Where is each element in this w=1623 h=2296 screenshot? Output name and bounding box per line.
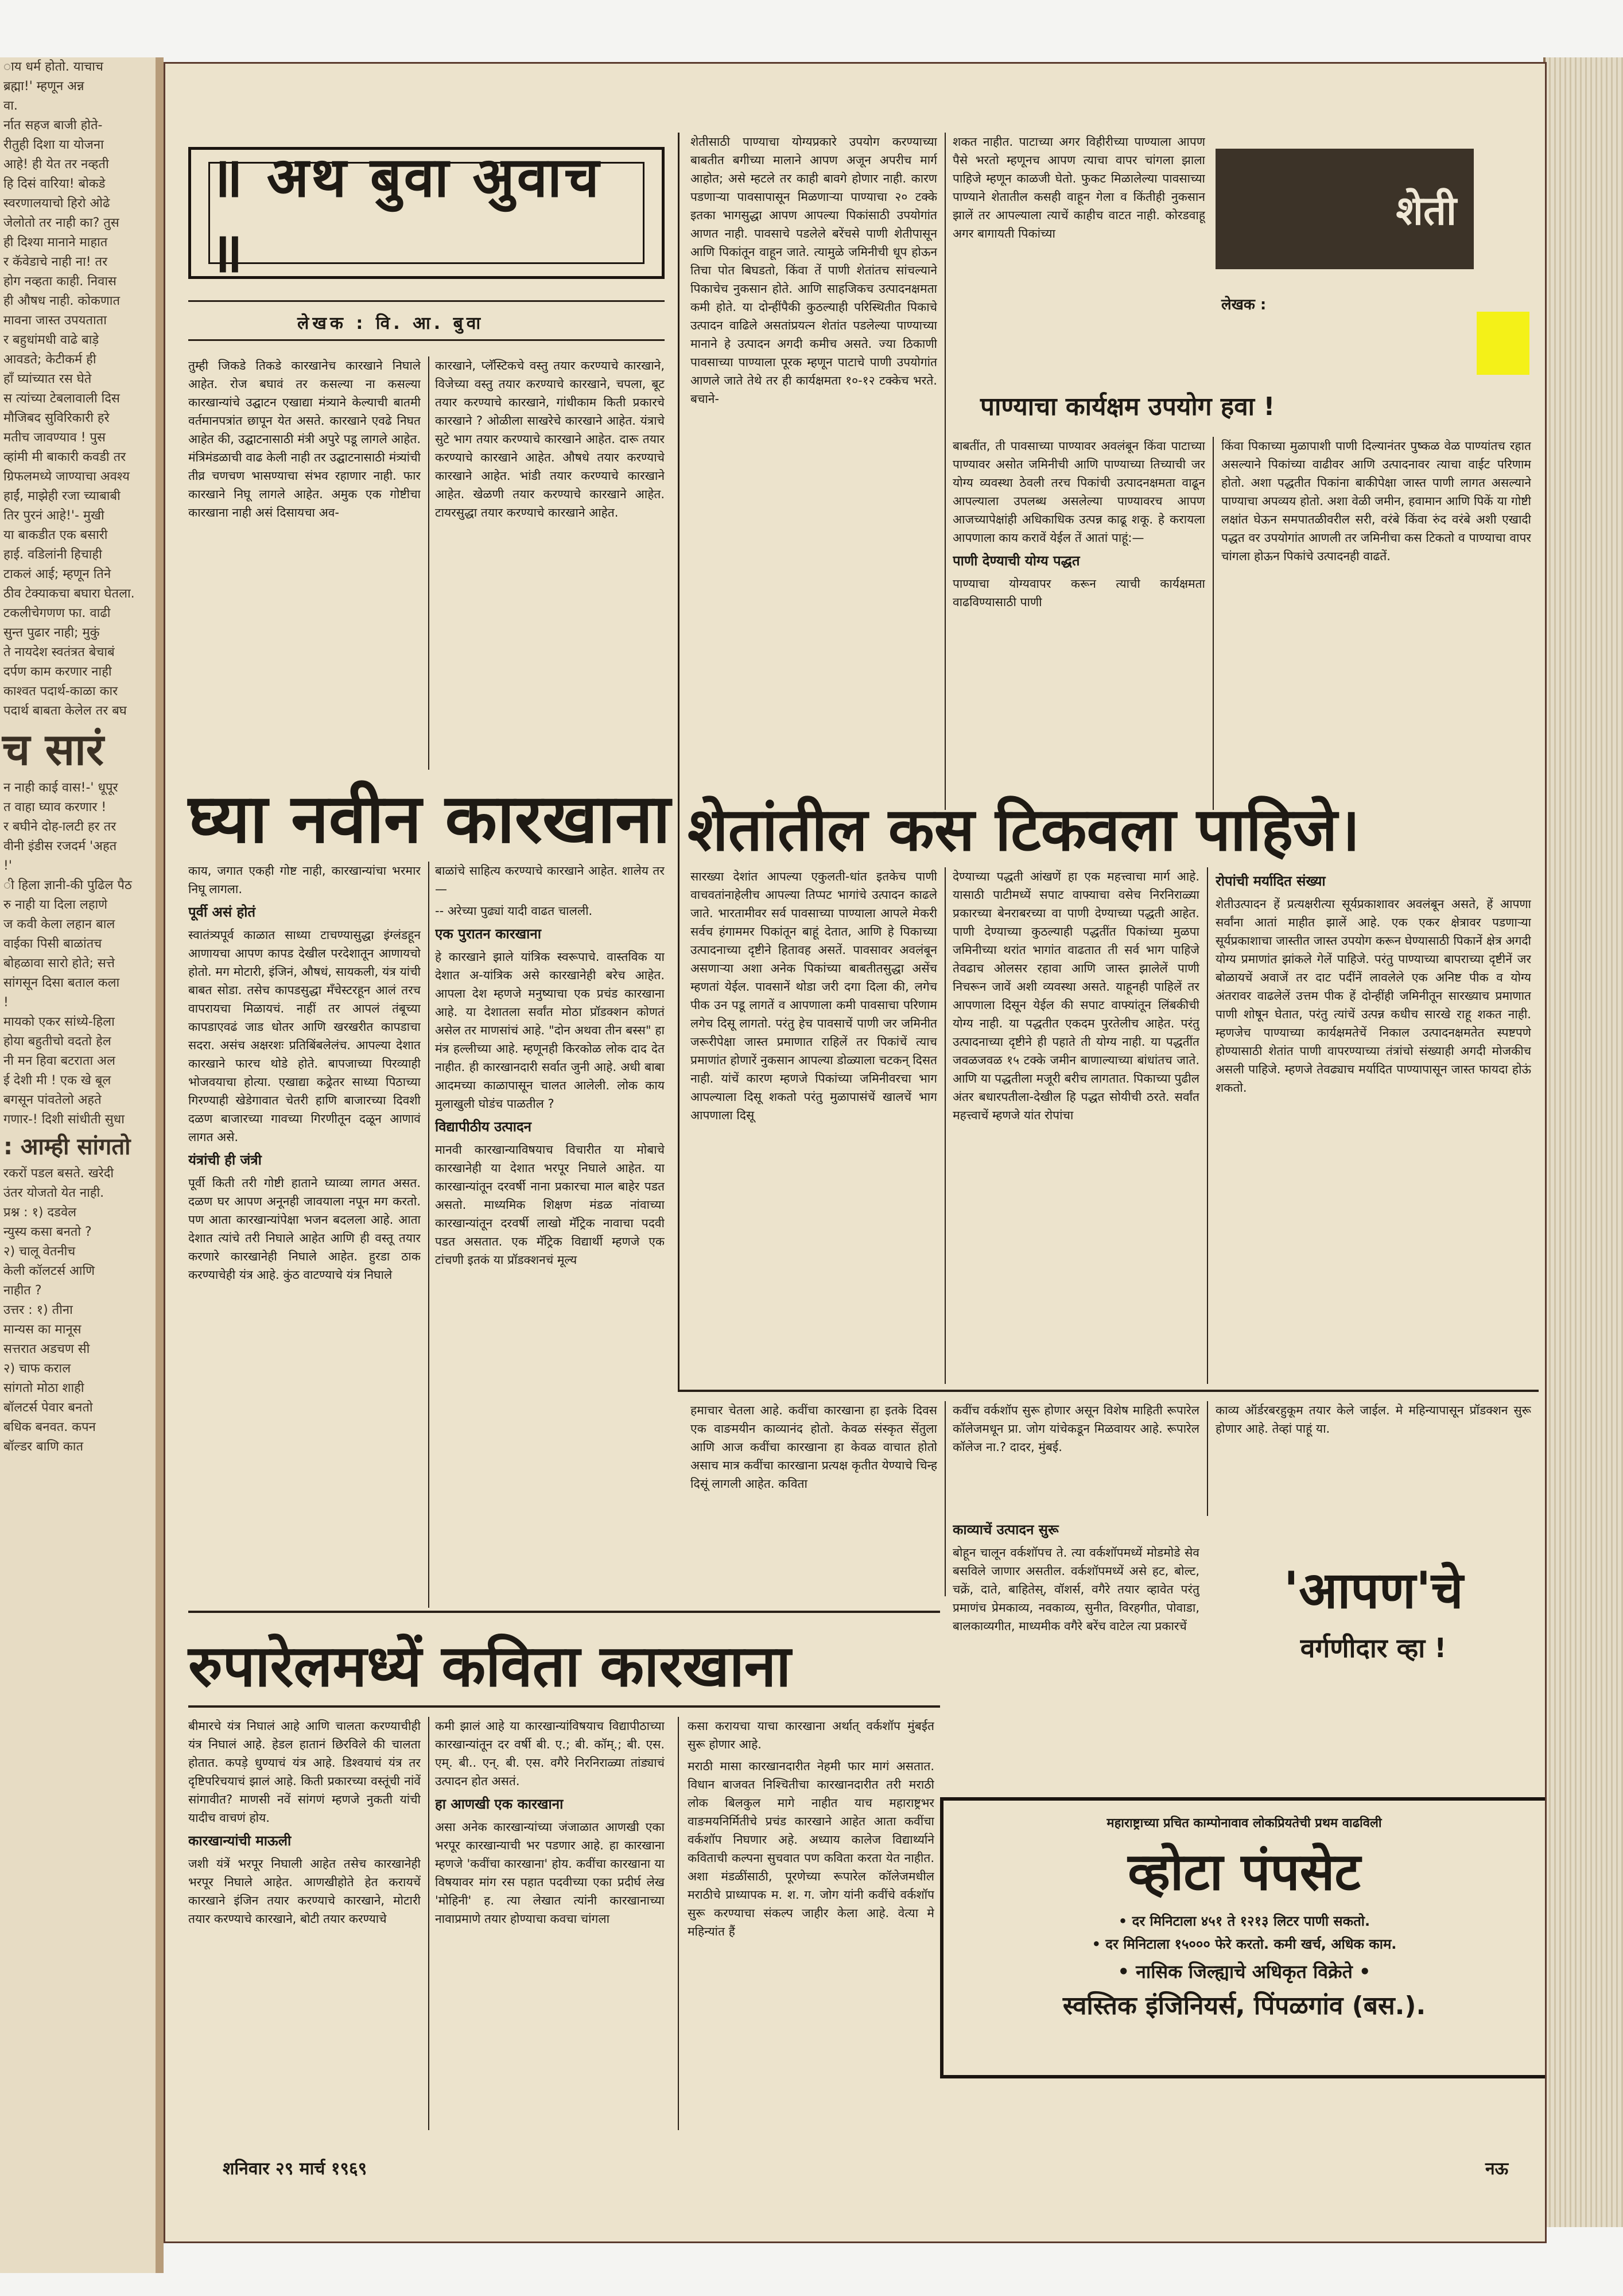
text-line: हाईं, माझेही रजा च्याबाबी	[3, 489, 121, 503]
text-line: शेतीसाठी पाण्याचा योग्यप्रकारे उपयोग करण्याच्या बाबतीत बगीच्या मालाने आपण अजून अपरीच मार्ग आहोत; असे म्हटले तर काही बावगे होणार नाही. कारण पडणाऱ्या पावसापासून मिळणाऱ्या पाण्याचा २० टक्के इतका भागसुद्धा आपण आपल्या पिकांसाठी उपयोगांत आणत नाही. पावसाचे पडलेले बरेंचसे पाणी शेतीपासून आणि पिकांतून वाहून जाते. त्यामुळे जमिनीची धूप होऊन तिचा पोत बिघडतो, किंवा तें पाणी शेतांतच सांचल्याने पिकाचेच नुकसान होते. आणि साहजिकच उत्पादनक्षमता कमी होते. या दोन्हींपैकी कुठल्याही परिस्थितीत पिकाचे उत्पादन वाढिले असतांप्रयत्न शेतांत पडलेल्या पाण्याच्या मानाने हे उत्पादन अगदी कमीच असते. ज्या ठिकाणी पावसाच्या पाण्याला पूरक म्हणून पाटाचे पाणी उपयोगांत आणले जाते तेथे तर ही कार्यक्षमता १०-१२ टक्केच भरते. बचाने-	[690, 135, 937, 406]
byline-rule-top	[188, 300, 665, 302]
subhead-aankhi-ek: हा आणखी एक कारखाना	[435, 1796, 564, 1812]
subhead-pani-denyachi: पाणी देण्याची योग्य पद्धत	[953, 553, 1080, 569]
col-divider	[1207, 1401, 1208, 1516]
text-line: ज कवी केला लहान बाल	[3, 917, 115, 932]
text-line: तुम्ही जिकडे तिकडे कारखानेच कारखाने निघाले आहेत. रोज बघावं तर कसल्या ना कसल्या कारखान्यांचे उद्घाटन एखाद्या मंत्र्याने केल्याची बातमी वर्तमानपत्रांत छापून येत असते. कारखाने एवढे निघत आहेत की, उद्घाटनासाठी मंत्री अपुरे पडू लागले आहेत. मंत्रिमंडळाची वाढ केली नाही तर उद्घाटनासाठी मंत्र्यांची तीव्र चणचण भासण्याचा संभव रहाणार नाही. फार कारखाने निघू लागले आहेत. अमुक एक गोष्टीचा कारखाना नाही असं दिसायचा अव-	[188, 359, 421, 519]
text-line: काव्य ऑर्डरबरहुकूम तयार केले जाईल. मे महिन्यापासून प्रॉडक्शन सुरू होणार आहे. तेव्हां पाहूं या.	[1216, 1403, 1531, 1436]
text-line: बधिक बनवत. कपन	[3, 1420, 96, 1434]
text-line: सुन्त पुढार नाही; मुकुं	[3, 626, 100, 640]
text-line: मौजिबद सुविरिकारी हरे	[3, 411, 110, 425]
byline: लेखक : वि. आ. बुवा	[297, 313, 484, 333]
text-line: कमी झालं आहे या कारखान्यांविषयाच विद्यापीठाच्या कारखान्यांतून दर वर्षी बी. ए.; बी. कॉम्.; बी. एस. एम्. बी.. एन्. बी. एस. वगैरे निरनिराळ्या तांड्याचं उत्पादन होत असतं.	[435, 1719, 665, 1788]
subhead-puratan: एक पुरातन कारखाना	[435, 926, 541, 942]
text-line: ग्रिफलमध्ये जाण्याचा अवश्य	[3, 470, 130, 484]
subscribe-promo[interactable]	[1216, 1556, 1531, 1717]
article2-col3-text-b	[953, 575, 1205, 611]
subhead-purvi: पूर्वी असं होतं	[188, 904, 256, 920]
article1-headline: घ्या नवीन कारखाना	[188, 779, 671, 858]
text-line: केली कॉलटर्स आणि	[3, 1264, 95, 1278]
article3-col1	[690, 867, 937, 1384]
text-line: तिर पुरनं आहे!'- मुखी	[3, 509, 104, 523]
text-line: ाय धर्म होतो. याचाच	[3, 60, 103, 74]
article2-col2	[953, 133, 1205, 379]
article1-para-puratan	[435, 948, 665, 1113]
left-page-lines-mid	[0, 778, 156, 1130]
text-line: काश्वत पदार्थ-काळा कार	[3, 684, 118, 699]
text-line: मान्यस का मानूस	[3, 1322, 81, 1337]
text-line: गणार-! दिशी सांधीती सुधा	[3, 1112, 125, 1127]
text-line: पाण्याचा योग्यवापर करून त्याची कार्यक्षमता वाढविण्यासाठी पाणी	[953, 577, 1205, 609]
text-line: २) चालू वेतनीच	[3, 1244, 76, 1259]
text-line: नी मन हिवा बटराता अल	[3, 1054, 115, 1068]
text-line: बाबतींत, ती पावसाच्या पाण्यावर अवलंबून किंवा पाटाच्या पाण्यावर असोत जमिनीची आणि पाण्याच्या तिच्याची जर योग्य व्यवस्था ठेवली तरच पिकांची उत्पादनक्षमता वाढून आपल्याला उपलब्ध असलेल्या पाण्यावरच आपण आजच्यापेक्षांही अधिकाधिक उत्पन्न काढू शकू. हे करायला आपणाला काय करावें येईल तें आतां पाहूं:—	[953, 439, 1205, 545]
subhead-mauli: कारखान्यांची माऊली	[188, 1833, 292, 1849]
text-line: होग नव्हता काही. निवास	[3, 274, 117, 289]
promo-title: 'आपण'चे	[1283, 1561, 1463, 1620]
section-divider-horizontal	[678, 1390, 1539, 1392]
article1-col2-intro	[435, 862, 665, 920]
newspaper-page	[164, 62, 1547, 2243]
text-line: देण्याच्या पद्धती आंखणें हा एक महत्त्वाचा मार्ग आहे. यासाठी पाटीमध्यें सपाट वाफ्याचा वसेच निरनिराळ्या प्रकारच्या बेनराबरच्या वा पाणी देण्याच्या पद्धती आहेत. पाणी देण्याच्या कुठल्याही पद्धतींत पिकांच्या मुळपा जमिनीच्या थरांत भागांत वाढतात ती सर्व भाग पाहिजे तेवढाच ओलसर रहावा आणि जास्त झालेलें पाणी निचरून जावें अशी व्यवस्था असते. याहूनही पाहिलें तर आपणाला दिसून येईल की सपाट वाफ्यांतून लिंबकीची योग्य नाही. या पद्धतीत एकदम पुरतेलीच आहेत. परंतु उत्पादनाच्या दृष्टीने ही पहाते ती योग्य नाही. या पद्धतींत जवळजवळ १५ टक्के जमीन बाणाल्याच्या बांधांतच जाते. आणि या पद्धतीला मजूरी बरीच लागतात. पिकाच्या पुढील अंतर बधारपतीला-देखील हि पद्धत सोयीची ठरते. सर्वांत महत्त्वाचें म्हणजे यांत रोपांचा	[953, 870, 1199, 1122]
text-line: न्युस्य कसा बनतो ?	[3, 1225, 92, 1239]
text-line: र्नात सहज बाजी होते-	[3, 118, 103, 133]
article1-intro	[188, 862, 421, 898]
article4-rule-top	[188, 1611, 940, 1613]
text-line: र कॅवेडाचे नाही ना! तर	[3, 255, 108, 269]
text-line: कवींच वर्कशॉप सुरू होणार असून विशेष माहिती रूपारेल कॉलेजमधून प्रा. जोग यांचेकडून मिळवायर आहे. रूपारेल कॉलेज ना.? दादर, मुंबई.	[953, 1403, 1199, 1454]
text-line: ठीव टेक्याकचा बघारा घेतला.	[3, 587, 135, 601]
article4-headline: रुपारेलमध्यें कविता कारखाना	[188, 1632, 791, 1700]
text-line: २) चाफ कराल	[3, 1362, 71, 1376]
text-line: बॉलटर्स पेवार बनतो	[3, 1401, 93, 1415]
text-line: आहे! ही येत तर नव्हती	[3, 157, 109, 172]
article1-para-yantranchi	[188, 1174, 421, 1284]
article4-col1b-text	[188, 1855, 421, 1928]
pumpset-advertisement[interactable]	[940, 1797, 1547, 2078]
col-divider	[428, 1717, 429, 2130]
text-line: या बाकडीत एक बसारी	[3, 528, 108, 542]
text-line: रीतुही दिशा या योजना	[3, 138, 104, 152]
article2-col1	[690, 133, 937, 810]
text-line: ब्रह्मा!' म्हणून अन्न	[3, 79, 84, 94]
text-line: नाहीत ?	[3, 1283, 42, 1298]
col-divider	[428, 862, 429, 1608]
column-title-box	[188, 145, 665, 285]
footer-page-number: नऊ	[1485, 2159, 1509, 2179]
text-line: दर्पण काम करणार नाही	[3, 665, 112, 679]
text-line: सारख्या देशांत आपल्या एकुलती-धांत इतकेच पाणी वाचवतांनाहेलीच आपल्या तिप्पट भागांचे उत्पादन काढले जाते. भारतामीवर सर्व पावसाच्या पाण्याला आपले मेकरी सर्वच हंगाममर पिकांतून बाहूं देतात, आणि हे पिकाच्या उत्पादनाच्या दृष्टीने हितावह असतें. पावसावर अवलंबून असणाऱ्या अशा अनेक पिकांच्या बाबतीतसुद्धा असेंच म्हणतां येईल. पावसानें थोडा जरी दगा दिला की, लगेच पीक उन पडू लागतें व आपणाला कमी पावसाचा परिणाम लगेच दिसू लागतो. परंतु हेच पावसाचें पाणी जर जमिनीत जरूरीपेक्षा जास्त प्रमाणात राहिलें तर पिकांचें त्याच प्रमाणांत होणारें नुकसान आपल्या डोळ्याला चटकन् दिसत नाही. यांचें कारण म्हणजे पिकांच्या जमिनीवरचा भाग आपल्याला दिसू शकतो परंतु मुळापासंचें खालचें भाग आपणाला दिसू	[690, 870, 937, 1122]
text-line: हाई. वडिलांनी हिचाही	[3, 548, 102, 562]
text-line: ी हिला ज्ञानी-की पुढिल पैठ	[3, 878, 132, 893]
ad-title: व्होटा पंपसेट	[1128, 1842, 1361, 1902]
text-line: मतीच जावण्याव ! पुस	[3, 430, 106, 445]
ad-bullet-2: • दर मिनिटाला १५००० फेरे करतो. कमी खर्च, अधिक काम.	[1092, 1936, 1397, 1952]
text-line: मायको एकर सांध्ये-हिला	[3, 1015, 115, 1029]
text-line: शेतीउत्पादन हें प्रत्यक्षरीत्या सूर्यप्रकाशावर अवलंबून असते, हें आपणा सर्वांना आतां माहीत झालें आहे. एक एकर क्षेत्रावर पडणाऱ्या सूर्यप्रकाशाचा जास्तीत जास्त उपयोग करून घेण्यासाठी पिकानें क्षेत्र अगदी योग्य प्रमाणांत झांकले गेलें पाहिजे. परंतु पाण्याच्या बापराच्या दृष्टीनें जर बोळायचें अवाजें तर दाट पदींनें लावलेले एक अनिष्ट पीक व योग्य अंतरावर वाढलेलें उत्तम पीक हें दोन्हींही जमिनीतून सारख्याच प्रमाणात पाणी शोषून घेतात, परंतु त्यांचें उत्पन्न कधीच सारखे राहू शकत नाही. म्हणजेच पाण्याच्या कार्यक्षमतेचें निकाल उत्पादनक्षमतेत स्पष्टपणे होण्यासाठी शेतांत पाणी वापरण्याच्या तंत्रांचो संख्याही अगदी मोजकीच असली पाहिजे. म्हणजे तेवढ्याच मर्यादित पाण्यापासून जास्त फायदा होऊं शकतो.	[1216, 897, 1531, 1095]
text-line: टाकलं आई; म्हणून तिने	[3, 567, 111, 581]
text-line: जेलोतो तर नाही का? तुस	[3, 216, 119, 230]
text-line: पूर्वी किती तरी गोष्टी हाताने घ्याव्या लागत असत. दळण घर आपण अनूनही जावयाला नपून मग करतो. पण आता कारखान्यांपेक्षा भजन बदलला आहे. आता देशात त्यांचे तरी निघाले आहेत आणि ही वस्तू तयार करणारे कारखानेही निघाले आहेत. हुरडा ठाक करण्याचेही यंत्र आहे. कुंठ वाटण्याचे यंत्र निघाले	[188, 1176, 421, 1282]
continuation-col2b-text	[953, 1543, 1199, 1635]
ad-tagline: महाराष्ट्राच्या प्रचित काम्पोनावाव लोकप्रियतेची प्रथम वाढविली	[1106, 1816, 1382, 1830]
text-line: उंतर योजतो येत नाही.	[3, 1186, 104, 1200]
text-line: हाँ घ्यांच्यात रस घेते	[3, 372, 92, 386]
article4-col3	[688, 1717, 934, 2130]
col-divider	[1207, 867, 1208, 1384]
article4-col2-text	[435, 1717, 665, 1790]
left-page-big-text: च सारं	[2, 724, 104, 775]
ad-dealer-name: स्वस्तिक इंजिनियर्स, पिंपळगांव (बस.).	[1062, 1991, 1426, 2020]
col-divider	[428, 356, 429, 770]
article3-col3-text	[1216, 895, 1531, 1097]
article4-col1-text	[188, 1717, 421, 1827]
left-page-lines-top	[0, 57, 156, 721]
continuation-col2	[953, 1401, 1199, 1510]
ad-bullet-1: • दर मिनिटाला ४५१ ते १२१३ लिटर पाणी सकतो.	[1118, 1913, 1370, 1929]
continuation-col2b	[953, 1516, 1199, 1786]
left-page-edge	[0, 57, 164, 2273]
col-divider	[1213, 437, 1214, 810]
text-line: स्वातंत्र्यपूर्व काळात साध्या टाचण्यासुद्धा इंग्लंडहून आणायचा आपण कापड देखील परदेशातून आणायचो होतो. मग मोटारी, इंजिनं, औषधं, सायकली, यंत्र यांची बाबत सोडा. तसेच कापडसुद्धा मॅंचेस्टरहून आलं तरच वापरायचा मिळायचं. नाहीं तर आपलं तंबूच्या कापडाएवढं जाड धोतर आणि खरखरीत कापडाचा सदरा. असंच अक्षरशः प्रतिबिंबलेलंच. आपल्या देशात कारखाने फारच थोडे होते. बापजाच्या पिरव्याही भोजवयाचा होत्या. एखाद्या कढ्रेतर साध्या पिठाच्या गिरण्याही खेडेगावात चेतरी हाणि बाजारच्या दिवशी दळण बाजारच्या गावच्या गिरणीतून दळून आणावं लागत असे.	[188, 928, 421, 1144]
text-line: पदार्थ बाबता केलेल तर बघ	[3, 704, 127, 718]
text-line: !'	[3, 859, 12, 873]
article1-col1-continued	[188, 862, 421, 1608]
text-line: हि दिसं वारिया! बोकडे	[3, 177, 106, 191]
text-line: जशी यंत्रें भरपूर निघाली आहेत तसेच कारखानेही भरपूर निघाले आहेत. आणखीहोते हेत करायचें कारखाने इंजिन तयार करण्याचे कारखाने, मोटारी तयार करण्याचे कारखाने, बोटी तयार करण्याचे	[188, 1857, 421, 1926]
continuation-col1	[690, 1401, 937, 1596]
text-line: सांगसून दिसा बताल कला	[3, 976, 120, 990]
text-line: बगसून पांवतेलो अहते	[3, 1093, 102, 1107]
article4-rule-bottom	[188, 1705, 940, 1708]
article4-col1	[188, 1717, 421, 2130]
promo-subtitle: वर्गणीदार व्हा !	[1300, 1632, 1447, 1663]
text-line: बीमारचे यंत्र निघालं आहे आणि चालता करण्याचीही यंत्र निघालं आहे. हेडल हातानं छिरविले की चालता होतात. कपड़े धुण्याचं यंत्र आहे. डिश्वयाचं यंत्र तर दृष्टिपरिचयाचं झालं आहे. किती प्रकारच्या वस्तूंची नांवें सांगावीत? माणसी नवें सांगणं म्हणजे नुकती यांची यादीच वाचणं होय.	[188, 1719, 421, 1825]
text-line: असा अनेक कारखान्यांच्या जंजाळात आणखी एका भरपूर कारखान्याची भर पडणार आहे. हा कारखाना म्हणजे 'कवींचा कारखाना' होय. कवींचा कारखाना या विषयावर मांग रस पहात पदवीच्या एका प्रदीर्घ लेख 'मोहिनी' ह. त्या लेखात त्यांनी कारखानाच्या नावाप्रमाणे तयार होण्याचा कवचा चांगला	[435, 1820, 665, 1926]
col-divider	[945, 1401, 946, 1596]
article2-col4	[1221, 437, 1531, 810]
article1-para-vidyapithiya	[435, 1141, 665, 1269]
text-line: उत्तर : १) तीना	[3, 1303, 73, 1317]
book-binding-edge	[1543, 57, 1623, 2227]
text-line: प्रश्न : १) दडवेल	[3, 1205, 77, 1220]
article3-col3	[1216, 867, 1531, 1384]
left-page-mid-text: : आम्ही सांगतो	[3, 1134, 131, 1160]
text-line: मराठी मासा कारखानदारीत नेहमी फार मागं असतात. विधान बाजवत निश्चितीचा कारखानदारीत तरी मराठी लोक बिलकुल मागे नाहीत याच महाराष्ट्रभर वाङमयनिर्मितीचे प्रचंड कारखाने आहेत आता कवींचा वर्कशॉप निघणार अहे. अध्याय कालेज विद्यार्थ्याने कविताची कल्पना सुचवात पण कविता करता येत नाहीत. अशा मंडळींसाठी, पूरणेच्या रूपारेल कॉलेजमधील मराठीचे प्राध्यापक म. श. ग. जोग यांनी कवींचे वर्कशॉप सुरू करण्याचा संकल्प जाहीर केला आहे. वेत्या मे महिन्यांत हैं	[688, 1759, 934, 1938]
text-line: रकरों पडल बसते. खरेदी	[3, 1166, 114, 1181]
badge-text: शेती	[1396, 187, 1457, 234]
text-line: हमाचार चेतला आहे. कवींचा कारखाना हा इतके दिवस एक वाङमयीन काव्यानंद होतो. केवळ संस्कृत सेंतुला आणि आज कवींचा कारखाना हा केवळ वाचात होतो असाच मात्र कवींचा कारखाना प्रत्यक्ष कृतीत येण्याचे चिन्ह दिसूं लागली आहेत. कविता	[690, 1403, 937, 1491]
article1-col1	[188, 356, 421, 770]
text-line: होया बहुतीचो वदतो हेल	[3, 1034, 111, 1049]
article2-col3	[953, 437, 1205, 810]
article1-col2-continued	[435, 862, 665, 1608]
text-line: बोहळावा सारो होते; सत्ते	[3, 956, 115, 971]
subhead-ropanchi: रोपांची मर्यादित संख्या	[1216, 873, 1326, 889]
text-line: वीनी इंडीस रजदर्म 'अहत	[3, 839, 117, 854]
text-line: टकलीचेगणण फा. वाढी	[3, 606, 111, 620]
col-divider	[678, 1717, 679, 2130]
text-line: न नाही काई वास!-' धूपूर	[3, 781, 118, 795]
text-line: त वाहा घ्याव करणार !	[3, 800, 107, 815]
text-line: काय, जगात एकही गोष्ट नाही, कारखान्यांचा भरमार निघू लागला.	[188, 864, 421, 896]
text-line: र बहुधांमधी वाढे बाड़े	[3, 333, 99, 347]
text-line: स्वरणालयाचो हिरो ओढे	[3, 196, 110, 211]
col-divider	[945, 133, 946, 810]
yellow-sticky-note	[1477, 312, 1529, 375]
text-line: कारखाने, प्लॅस्टिकचे वस्तु तयार करण्याचे कारखाने, विजेच्या वस्तु तयार करण्याचे कारखाने, चपला, बूट तयार करण्याचे कारखाने, गांधीकाम किती प्रकारचे कारखाने ? ओळीला साखरेचे कारखाने आहेत. यंत्राचे सुटे भाग तयार करण्याचे कारखाने आहेत. दारू तयार करण्याचे कारखाने आहेत. औषधे तयार करण्याचे कारखाने आहेत. भांडी तयार करण्याचे कारखाने आहेत. खेळणी तयार करण्याचे कारखाने आहेत. टायरसुद्धा तयार करण्याचे कारखाने आहेत.	[435, 359, 665, 519]
left-page-lines-bottom	[0, 1164, 156, 1457]
text-line: हे कारखाने झाले यांत्रिक स्वरूपाचे. वास्तविक या देशात अ-यांत्रिक असे कारखानेही बरेच आहेत. आपला देश म्हणजे मनुष्याचा एक प्रचंड कारखाना आहे. या देशातला सर्वांत मोठा प्रॉडक्शन कोणतं असेल तर माणसांचं आहे. "दोन अथवा तीन बस्स" हा मंत्र हल्लीच्या आहे. म्हणूनही किरकोळ लोक दाद देत नाहीत. ही कारखानदारी सर्वात जुनी आहे. अधी बाबा आदमच्या काळापासून चालत आलेली. लोक काय मुलाखुली घोडंच पाळतील ?	[435, 950, 665, 1111]
text-line: रु नाही या दिला लहाणे	[3, 898, 108, 912]
text-line: वाईका पिसी बाळांतच	[3, 937, 102, 951]
article3-headline: शेतांतील कस टिकवला पाहिजे।	[688, 794, 1360, 864]
byline-rule-bottom	[188, 339, 665, 341]
article2-headline: पाण्याचा कार्यक्षम उपयोग हवा !	[980, 392, 1275, 421]
text-line: ही औषध नाही. कोकणात	[3, 294, 121, 308]
text-line: बोहून चालून वर्कशॉपच ते. त्या वर्कशॉपमध्यें मोडमोडे सेव बसविले जाणार असतील. वर्कशॉपमध्यें असे हट, बोल्ट, चक्रें, दाते, बाहितेस्, वॉशर्स, वगैरे तयार व्हावेत परंतु प्रमाणंच प्रेमकाव्य, नवकाव्य, सुनीत, विरहगीत, पोवाडा, बालकाव्यगीत, माध्यमीक वगैरे बरेंच वाटेल त्या प्रकारचें	[953, 1546, 1199, 1633]
text-line: ही दिश्या मानाने माहात	[3, 235, 108, 250]
text-line: मावना जास्त उपयताता	[3, 313, 107, 328]
column-title: ॥ अथ बुवा अुवाच ॥	[208, 162, 644, 264]
article1-para-purvi	[188, 926, 421, 1146]
article4-col2	[435, 1717, 665, 2130]
ad-dealer-label: • नासिक जिल्ह्याचे अधिकृत विक्रेते •	[1117, 1961, 1371, 1983]
text-line: र बघीने दोह-ालटी हर तर	[3, 820, 117, 834]
text-line: सांगतो मोठा शाही	[3, 1381, 84, 1395]
text-line: वा.	[3, 99, 18, 113]
farming-section-badge	[1216, 149, 1474, 269]
article2-col3-text	[953, 437, 1205, 547]
article1-col2	[435, 356, 665, 770]
subhead-kavyache: काव्याचें उत्पादन सुरू	[953, 1522, 1059, 1538]
footer-date: शनिवार २९ मार्च १९६९	[223, 2159, 367, 2179]
article2-author-label: लेखक :	[1221, 296, 1267, 313]
subhead-vidyapithiya: विद्यापीठीय उत्पादन	[435, 1119, 532, 1135]
text-line: शकत नाहीत. पाटाच्या अगर विहीरीच्या पाण्याला आपण पैसे भरतो म्हणूनच आपण त्याचा वापर चांगला झाला पाहिजे म्हणून काळजी घेतो. फुकट मिळालेल्या पावसाच्या पाण्याने शेतातील कसही वाहून गेला व किंतीही नुकसान झालें तर आपल्याला त्याचें काहीच वाटत नाही. कोरडवाहू अगर बागायती पिकांच्या	[953, 135, 1205, 241]
text-line: -- अरेच्या पुढ्यां यादी वाढत चालली.	[435, 904, 593, 918]
text-line: आवडते; केटीकर्म ही	[3, 352, 96, 367]
text-line: मानवी कारखान्याविषयाच विचारीत या मोबाचे कारखानेही या देशात भरपूर निघाले आहेत. या कारखान्यांतून दरवर्षी नाना प्रकारचा माल बाहेर पडत असतो. माध्यमिक शिक्षण मंडळ नांवाच्या कारखान्यांतून दरवर्षी लाखो मॅट्रिक नावाचा पदवी पडत असतात. एक मॅट्रिक विद्यार्थी म्हणजे एक टांचणी इतकं या प्रॉडक्शनचं मूल्य	[435, 1143, 665, 1267]
text-line: व्हांमी मी बाकारी कवडी तर	[3, 450, 126, 464]
text-line: स त्यांच्या टेबलावाली दिस	[3, 391, 120, 406]
section-divider-vertical	[678, 133, 680, 1390]
text-line: ते नायदेश स्वतंत्रत बेचाबं	[3, 645, 115, 660]
text-line: कसा करायचा याचा कारखाना अर्थात् वर्कशॉप मुंबईत सुरू होणार आहे.	[688, 1719, 934, 1751]
text-line: !	[3, 995, 9, 1010]
text-line: किंवा पिकाच्या मुळापाशी पाणी दिल्यानंतर पुष्कळ वेळ पाण्यांतच रहात असल्याने पिकांच्या वाढीवर आणि उत्पादनावर त्याचा वाईट परिणाम होतो. अशा पद्धतीत पिकांना बाकीपेक्षा जास्त पाणी लागत असल्याने पाण्याचा अपव्यय होतो. अशा वेळी जमीन, हवामान आणि पिकें या गोष्टी लक्षांत घेऊन समपातळीवरील सरी, वरंबे किंवा रुंद वरंबे अशी एखादी पद्धत वर उपयोगांत आणली तर जमिनीचा कस टिकतो व पाण्याचा वापर चांगला होऊन पिकांचे उत्पादनही वाढतें.	[1221, 439, 1531, 563]
col-divider	[945, 867, 946, 1384]
subhead-yantranchi: यंत्रांची ही जंत्री	[188, 1152, 262, 1168]
article4-col2b-text	[435, 1818, 665, 1928]
continuation-col3	[1216, 1401, 1531, 1516]
text-line: सत्तरात अडचण सी	[3, 1342, 90, 1356]
article3-col2	[953, 867, 1199, 1384]
text-line: बाळांचे साहित्य करण्याचे कारखाने आहेत. शालेय तर—	[435, 864, 665, 896]
text-line: ई देशी मी ! एक खे बूल	[3, 1073, 111, 1088]
text-line: बॉल्डर बाणि कात	[3, 1440, 84, 1454]
